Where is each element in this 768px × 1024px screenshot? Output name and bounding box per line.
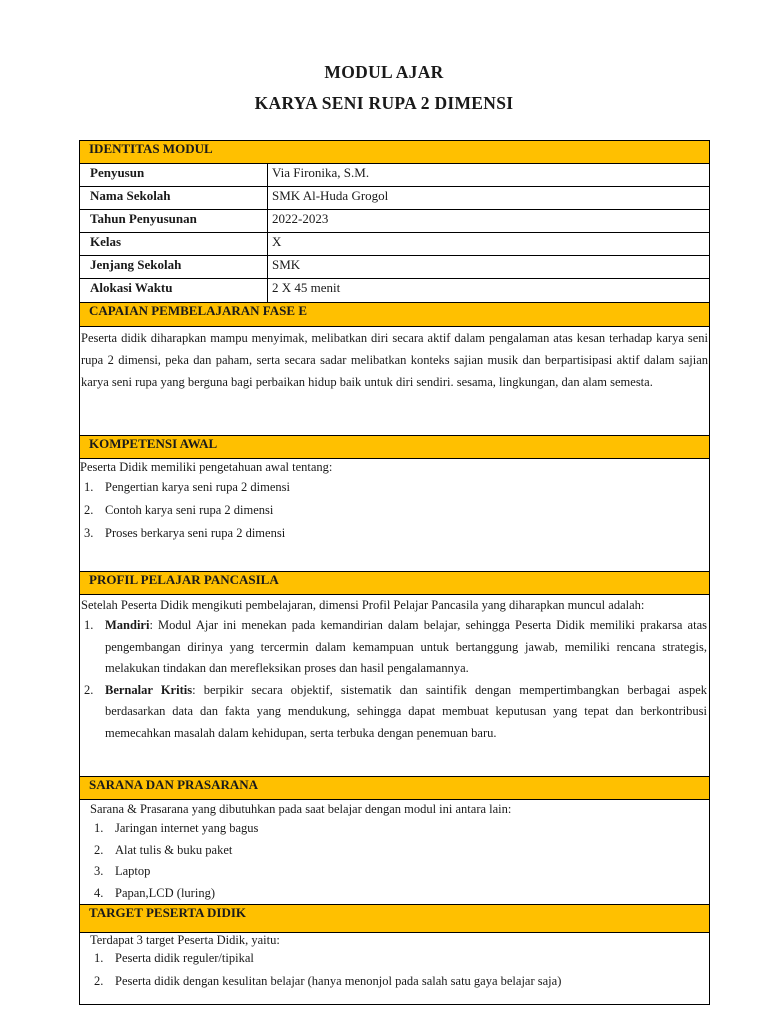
list-item: [80, 499, 709, 522]
row-value: Via Fironika, S.M.: [272, 165, 370, 180]
row-key: Nama Sekolah: [80, 187, 268, 209]
list-item: [80, 522, 709, 545]
list-text: Peserta didik dengan kesulitan belajar (hanya menonjol pada salah satu gaya belajar saja): [115, 974, 562, 988]
list-number: 1.: [94, 951, 104, 965]
list-text: Papan,LCD (luring): [115, 885, 215, 900]
list-item: [90, 861, 709, 883]
kompetensi-intro: Peserta Didik memiliki pengetahuan awal tentang:: [80, 460, 333, 474]
list-number: 3.: [94, 864, 104, 878]
list-number: 1.: [84, 480, 94, 494]
kompetensi-body: [80, 459, 709, 571]
table-row: [80, 164, 709, 187]
list-text: : Modul Ajar ini menekan pada kemandirian dalam belajar, sehingga Peserta Didik memiliki prakarsa atas pengembangan dirinya yang tercermin dalam kemampuan untuk bertanggung jawab, memiliki rencana strategis, melakukan tindakan dan merefleksikan proses dan hasil pengalamannya.: [105, 618, 707, 675]
list-term: Bernalar Kritis: [105, 682, 193, 697]
row-key: Kelas: [80, 233, 268, 255]
table-row: [80, 233, 709, 256]
list-number: 1.: [94, 821, 104, 835]
document-subtitle: KARYA SENI RUPA 2 DIMENSI: [254, 93, 514, 113]
row-key: Penyusun: [80, 164, 268, 186]
list-text: Contoh karya seni rupa 2 dimensi: [105, 503, 274, 517]
table-row: [80, 210, 709, 233]
list-text: : berpikir secara objektif, sistematik dan saintifik dengan mempertimbangkan berbagai aspek berdasarkan data dan fakta yang mendukung, sehingga dapat membuat keputusan yang tepat dan berkontribusi memecahkan masalah dalam kehidupan, serta terbuka dengan penemuan baru.: [105, 682, 707, 740]
list-number: 1.: [84, 618, 94, 632]
list-number: 2.: [84, 503, 94, 517]
section-header-kompetensi: KOMPETENSI AWAL: [80, 435, 709, 459]
document-title: MODUL AJAR: [324, 62, 444, 82]
row-value: 2 X 45 menit: [272, 280, 341, 295]
table-row: [80, 256, 709, 279]
row-value: SMK: [272, 257, 301, 272]
sarana-intro: Sarana & Prasarana yang dibutuhkan pada saat belajar dengan modul ini antara lain:: [90, 802, 512, 816]
list-number: 3.: [84, 526, 94, 540]
capaian-body: [80, 327, 709, 435]
list-text: Alat tulis & buku paket: [115, 842, 233, 857]
list-item: [90, 970, 709, 993]
row-key: Alokasi Waktu: [80, 279, 268, 302]
section-header-sarana: SARANA DAN PRASARANA: [80, 776, 709, 800]
list-number: 2.: [94, 842, 104, 857]
list-number: 2.: [94, 974, 104, 988]
table-row: [80, 279, 709, 302]
target-body: [80, 933, 709, 1005]
list-number: 2.: [84, 682, 94, 697]
sarana-body: [80, 800, 709, 904]
module-table: [79, 140, 710, 1005]
row-value: 2022-2023: [272, 211, 329, 226]
row-value: X: [272, 234, 282, 249]
list-text: Proses berkarya seni rupa 2 dimensi: [105, 526, 286, 540]
list-number: 4.: [94, 885, 104, 900]
list-item: [90, 840, 709, 862]
list-text: Pengertian karya seni rupa 2 dimensi: [105, 480, 291, 494]
section-header-profil: PROFIL PELAJAR PANCASILA: [80, 571, 709, 595]
section-header-identitas: IDENTITAS MODUL: [80, 140, 709, 164]
target-intro: Terdapat 3 target Peserta Didik, yaitu:: [90, 933, 280, 947]
list-item: [90, 947, 709, 970]
row-key: Tahun Penyusunan: [80, 210, 268, 232]
list-text: Peserta didik reguler/tipikal: [115, 951, 254, 965]
list-item: [80, 680, 709, 745]
capaian-text: Peserta didik diharapkan mampu menyimak, melibatkan diri secara aktif dalam pengalaman atas kesan terhadap karya seni rupa 2 dimensi, peka dan paham, serta secara sadar melibatkan konteks sajian musik dan berpartisipasi aktif dalam sajian karya seni rupa yang berguna bagi perbaikan hidup baik untuk diri sendiri. sesama, lingkungan, dan alam semesta.: [81, 331, 708, 389]
section-header-target: TARGET PESERTA DIDIK: [80, 904, 709, 933]
profil-body: [80, 595, 709, 776]
list-term: Mandiri: [105, 618, 150, 632]
row-key: Jenjang Sekolah: [80, 256, 268, 278]
list-item: [90, 883, 709, 905]
section-header-capaian: CAPAIAN PEMBELAJARAN FASE E: [80, 302, 709, 327]
row-value: SMK Al-Huda Grogol: [272, 188, 389, 203]
list-item: [90, 818, 709, 840]
table-row: [80, 187, 709, 210]
profil-intro: Setelah Peserta Didik mengikuti pembelajaran, dimensi Profil Pelajar Pancasila yang diharapkan muncul adalah:: [81, 598, 645, 612]
list-item: [80, 615, 709, 680]
list-item: [80, 476, 709, 499]
list-text: Laptop: [115, 864, 151, 878]
list-text: Jaringan internet yang bagus: [115, 821, 259, 835]
